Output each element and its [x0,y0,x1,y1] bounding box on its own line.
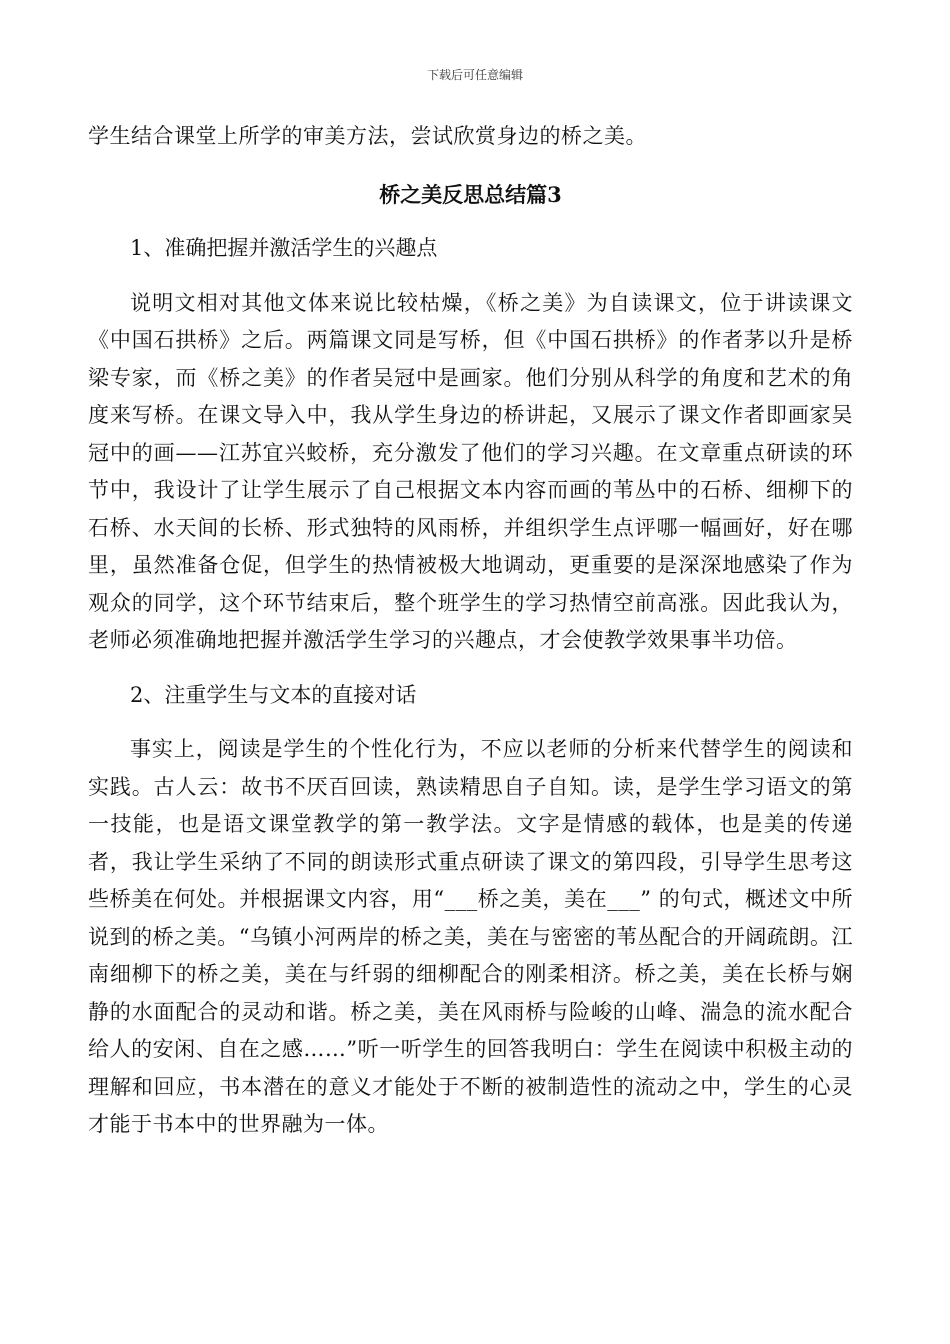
section-1-body: 说明文相对其他文体来说比较枯燥，《桥之美》为自读课文，位于讲读课文《中国石拱桥》之后。两篇课文同是写桥，但《中国石拱桥》的作者茅以升是桥梁专家，而《桥之美》的作者吴冠中是画家。他们分别从科学的角度和艺术的角度来写桥。在课文导入中，我从学生身边的桥讲起，又展示了课文作者即画家吴冠中的画——江苏宜兴蛟桥，充分激发了他们的学习兴趣。在文章重点研读的环节中，我设计了让学生展示了自己根据文本内容而画的苇丛中的石桥、细柳下的石桥、水天间的长桥、形式独特的风雨桥，并组织学生点评哪一幅画好，好在哪里，虽然准备仓促，但学生的热情被极大地调动，更重要的是深深地感染了作为观众的同学，这个环节结束后，整个班学生的学习热情空前高涨。因此我认为，老师必须准确地把握并激活学生学习的兴趣点，才会使教学效果事半功倍。 [88,290,853,652]
page-header-note: 下载后可任意编辑 [426,68,523,82]
section-2-heading: 2、注重学生与文本的直接对话 [130,682,417,707]
section-2-body: 事实上，阅读是学生的个性化行为，不应以老师的分析来代替学生的阅读和实践。古人云：故书不厌百回读，熟读精思自子自知。读，是学生学习语文的第一技能，也是语文课堂教学的第一教学法。文字是情感的载体，也是美的传递者，我让学生采纳了不同的朗读形式重点研读了课文的第四段，引导学生思考这些桥美在何处。并根据课文内容，用“___桥之美，美在___” 的句式，概述文中所说到的桥之美。“乌镇小河两岸的桥之美，美在与密密的苇丛配合的开阔疏朗。江南细柳下的桥之美，美在与纤弱的细柳配合的刚柔相济。桥之美，美在长桥与娴静的水面配合的灵动和谐。桥之美，美在风雨桥与险峻的山峰、湍急的流水配合给人的安闲、自在之感……”听一听学生的回答我明白：学生在阅读中积极主动的理解和回应，书本潜在的意义才能处于不断的被制造性的流动之中，学生的心灵才能于书本中的世界融为一体。 [88,737,853,1136]
intro-paragraph: 学生结合课堂上所学的审美方法，尝试欣赏身边的桥之美。 [88,124,647,148]
section-1-heading: 1、准确把握并激活学生的兴趣点 [130,236,438,260]
document-title: 桥之美反思总结篇3 [379,181,562,207]
section-gap [88,660,853,677]
document-body [88,118,853,1144]
